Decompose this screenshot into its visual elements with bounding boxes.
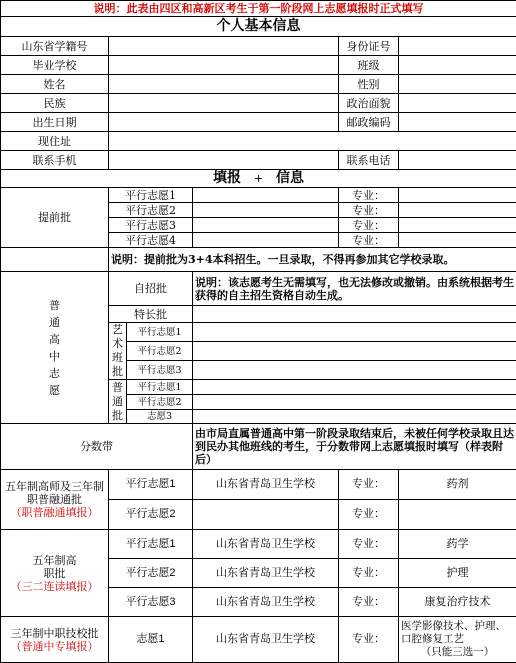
fyn-choice-1-label: 平行志愿1 xyxy=(109,470,193,500)
three-year-label: 三年制中职技校批 xyxy=(3,627,106,640)
specialty-field[interactable] xyxy=(193,306,516,323)
phone-label: 联系电话 xyxy=(339,151,399,170)
normal-choice-2-field[interactable] xyxy=(193,395,516,410)
three-year-major-line-2: 口腔修复工艺 xyxy=(401,633,514,646)
fyv-choice-2-school[interactable]: 山东省青岛卫生学校 xyxy=(193,559,339,588)
early-choice-3-major[interactable] xyxy=(399,218,516,233)
fyn-choice-2-school[interactable] xyxy=(193,500,339,530)
arts-choice-1-label: 平行志愿1 xyxy=(127,323,193,342)
three-year-major-line-1: 医学影像技术、护理、 xyxy=(401,620,514,633)
mobile-label: 联系手机 xyxy=(1,151,109,170)
phone-field[interactable] xyxy=(399,151,516,170)
early-batch-label: 提前批 xyxy=(1,188,109,248)
early-choice-1-label: 平行志愿1 xyxy=(109,188,193,203)
address-field[interactable] xyxy=(109,132,516,151)
early-choice-1-major-label: 专业： xyxy=(339,188,399,203)
early-choice-1-school[interactable] xyxy=(193,188,339,203)
three-year-choice-label: 志愿1 xyxy=(109,617,193,663)
five-year-normal-cell xyxy=(1,470,109,530)
postal-label: 邮政编码 xyxy=(339,113,399,132)
section-title-b: 信息 xyxy=(276,170,304,186)
early-choice-2-major[interactable] xyxy=(399,203,516,218)
arts-choice-3-label: 平行志愿3 xyxy=(127,361,193,380)
fyn-choice-2-major[interactable] xyxy=(399,500,516,530)
fyv-choice-1-label: 平行志愿1 xyxy=(109,530,193,559)
early-choice-2-major-label: 专业： xyxy=(339,203,399,218)
fyv-choice-2-label: 平行志愿2 xyxy=(109,559,193,588)
graduate-school-field[interactable] xyxy=(109,56,339,75)
address-label: 现住址 xyxy=(1,132,109,151)
five-year-normal-label: 五年制高师及三年制职普融通批 xyxy=(3,480,106,506)
normal-choice-1-field[interactable] xyxy=(193,380,516,395)
normal-label: 普通批 xyxy=(112,381,123,423)
ethnicity-field[interactable] xyxy=(109,94,339,113)
specialty-label: 特长批 xyxy=(109,306,193,323)
plus-sign: + xyxy=(246,172,271,185)
early-choice-4-label: 平行志愿4 xyxy=(109,233,193,248)
general-label: 普通高中志愿 xyxy=(49,297,61,399)
name-field[interactable] xyxy=(109,75,339,94)
three-year-major[interactable] xyxy=(399,617,516,663)
mobile-field[interactable] xyxy=(109,151,339,170)
early-choice-4-major[interactable] xyxy=(399,233,516,248)
student-id-field[interactable] xyxy=(109,37,339,56)
fyv-choice-2-major[interactable]: 护理 xyxy=(399,559,516,588)
political-label: 政治面貌 xyxy=(339,94,399,113)
normal-choice-3-label: 志愿3 xyxy=(127,410,193,424)
five-year-vocational-label: 五年制高职批 xyxy=(31,554,79,580)
section-title-a: 填报 xyxy=(213,170,241,186)
score-band-note: 由市局直属普通高中第一阶段录取结束后，未被任何学校录取且达到民办其他班线的考生，于分数带网上志愿填报时填写（样表附后） xyxy=(193,424,516,470)
normal-choice-3-field[interactable] xyxy=(193,410,516,424)
gender-field[interactable] xyxy=(399,75,516,94)
three-year-major-line-3: （只能三选一） xyxy=(401,646,514,659)
three-year-school[interactable]: 山东省青岛卫生学校 xyxy=(193,617,339,663)
fyn-choice-1-school[interactable]: 山东省青岛卫生学校 xyxy=(193,470,339,500)
student-id-label: 山东省学籍号 xyxy=(1,37,109,56)
three-year-cell xyxy=(1,617,109,663)
arts-label-cell xyxy=(109,323,127,380)
fyv-choice-1-major-label: 专业： xyxy=(339,530,399,559)
five-year-vocational-red-label: （三二连读填报） xyxy=(3,580,106,593)
normal-choice-2-label: 平行志愿2 xyxy=(127,395,193,410)
five-year-vocational-cell xyxy=(1,530,109,617)
birth-field[interactable] xyxy=(109,113,339,132)
header-note: 说明：此表由四区和高新区考生于第一阶段网上志愿填报时正式填写 xyxy=(1,1,516,17)
name-label: 姓名 xyxy=(1,75,109,94)
section-title-application xyxy=(1,170,516,188)
section-title-personal: 个人基本信息 xyxy=(1,17,516,37)
class-field[interactable] xyxy=(399,56,516,75)
early-choice-3-major-label: 专业： xyxy=(339,218,399,233)
id-card-field[interactable] xyxy=(399,37,516,56)
fyv-choice-3-school[interactable]: 山东省青岛卫生学校 xyxy=(193,588,339,617)
early-note: 说明：提前批为3+4本科招生。一旦录取，不得再参加其它学校录取。 xyxy=(109,248,516,272)
fyv-choice-1-school[interactable]: 山东省青岛卫生学校 xyxy=(193,530,339,559)
five-year-normal-red-label: （职普融通填报） xyxy=(3,506,106,519)
arts-choice-2-label: 平行志愿2 xyxy=(127,342,193,361)
score-band-label: 分数带 xyxy=(1,424,193,470)
early-choice-4-school[interactable] xyxy=(193,233,339,248)
arts-choice-1-field[interactable] xyxy=(193,323,516,342)
postal-field[interactable] xyxy=(399,113,516,132)
arts-choice-2-field[interactable] xyxy=(193,342,516,361)
early-choice-3-label: 平行志愿3 xyxy=(109,218,193,233)
early-choice-2-school[interactable] xyxy=(193,203,339,218)
arts-choice-3-field[interactable] xyxy=(193,361,516,380)
fyv-choice-2-major-label: 专业： xyxy=(339,559,399,588)
early-choice-2-label: 平行志愿2 xyxy=(109,203,193,218)
early-choice-4-major-label: 专业： xyxy=(339,233,399,248)
normal-label-cell xyxy=(109,380,127,424)
normal-choice-1-label: 平行志愿1 xyxy=(127,380,193,395)
fyv-choice-3-major[interactable]: 康复治疗技术 xyxy=(399,588,516,617)
graduate-school-label: 毕业学校 xyxy=(1,56,109,75)
three-year-major-label: 专业： xyxy=(339,617,399,663)
early-choice-1-major[interactable] xyxy=(399,188,516,203)
general-label-cell xyxy=(1,272,109,424)
fyv-choice-3-major-label: 专业： xyxy=(339,588,399,617)
early-note-spacer xyxy=(1,248,109,272)
fyn-choice-2-label: 平行志愿2 xyxy=(109,500,193,530)
birth-label: 出生日期 xyxy=(1,113,109,132)
early-choice-3-school[interactable] xyxy=(193,218,339,233)
gender-label: 性别 xyxy=(339,75,399,94)
arts-label: 艺术班批 xyxy=(112,323,123,379)
self-enroll-label: 自招批 xyxy=(109,272,193,306)
id-card-label: 身份证号 xyxy=(339,37,399,56)
fyv-choice-1-major[interactable]: 药学 xyxy=(399,530,516,559)
fyv-choice-3-label: 平行志愿3 xyxy=(109,588,193,617)
ethnicity-label: 民族 xyxy=(1,94,109,113)
political-field[interactable] xyxy=(399,94,516,113)
class-label: 班级 xyxy=(339,56,399,75)
self-enroll-note: 说明：该志愿考生无需填写，也无法修改或撤销。由系统根据考生获得的自主招生资格自动生成。 xyxy=(193,272,516,306)
three-year-red-label: （普通中专填报） xyxy=(3,640,106,653)
fyn-choice-2-major-label: 专业： xyxy=(339,500,399,530)
fyn-choice-1-major-label: 专业： xyxy=(339,470,399,500)
fyn-choice-1-major[interactable]: 药剂 xyxy=(399,470,516,500)
